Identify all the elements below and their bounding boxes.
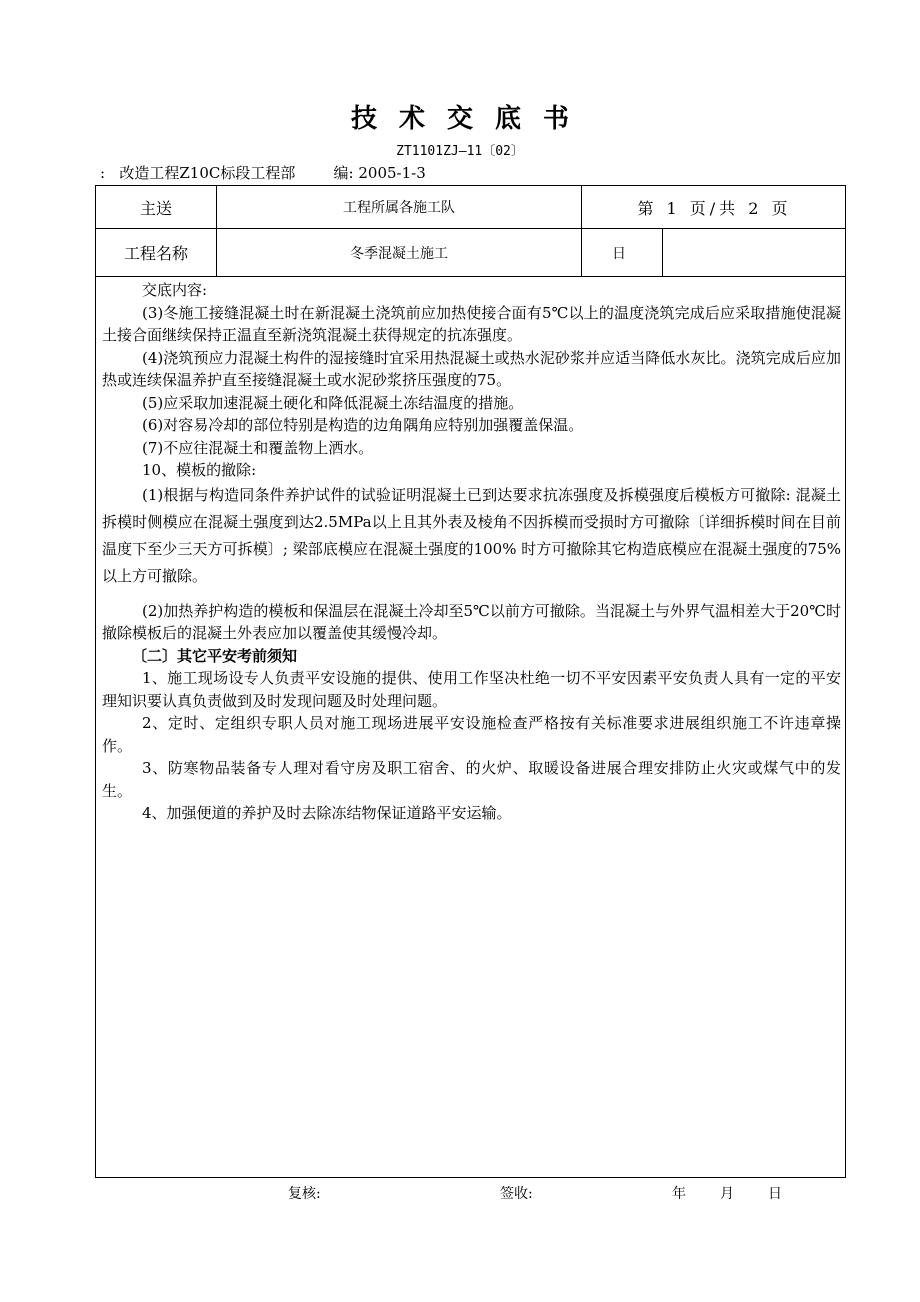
document-meta	[100, 162, 426, 183]
content-paragraph: 2、定时、定组织专职人员对施工现场进展平安设施检查严格按有关标准要求进展组织施工不许违章操作。	[102, 714, 841, 755]
date-label: 日	[582, 229, 663, 276]
table-row-recipient	[96, 186, 845, 229]
briefing-content	[96, 279, 847, 825]
document-code: ZT1101ZJ—11〔02〕	[396, 144, 524, 159]
project-name-value: 冬季混凝土施工	[217, 229, 582, 276]
meta-prefix: :	[100, 164, 106, 182]
content-paragraph: (2)加热养护构造的模板和保温层在混凝土冷却至5℃以前方可撤除。当混凝土与外界气温相差大于20℃时撤除模板后的混凝土外表应加以覆盖使其缓慢冷却。	[102, 601, 841, 642]
date-value	[663, 229, 847, 276]
table-row-project	[96, 229, 845, 277]
content-paragraph: (1)根据与构造同条件养护试件的试验证明混凝土已到达要求抗冻强度及拆模强度后模板方可撤除: 混凝土拆模时侧模应在混凝土强度到达2.5MPa以上且其外表及棱角不因拆模而受损时方可撤除〔详细拆模时间在目前温度下至少三天方可拆模〕; 梁部底模应在混凝土强度的100% 时方可撤除其它构造底模应在混凝土强度的75% 以上方可撤除。	[102, 485, 841, 585]
signature-footer	[0, 1183, 920, 1203]
recipient-value: 工程所属各施工队	[217, 186, 582, 228]
content-paragraph: (7)不应往混凝土和覆盖物上洒水。	[142, 438, 374, 457]
content-paragraph: (4)浇筑预应力混凝土构件的湿接缝时宜采用热混凝土或热水泥砂浆并应适当降低水灰比。浇筑完成后应加热或连续保温养护直至接缝混凝土或水泥砂浆挤压强度的75。	[102, 348, 841, 389]
document-title: 技术交底书	[350, 104, 591, 134]
meta-unit: 改造工程Z10C标段工程部	[119, 164, 296, 182]
month-label: 月	[720, 1186, 734, 1202]
meta-date: 编: 2005-1-3	[333, 164, 426, 182]
content-section-heading: 〔二〕其它平安考前须知	[132, 646, 298, 665]
page-indicator: 第 1 页/共 2 页	[637, 198, 792, 218]
briefing-table	[95, 185, 846, 1178]
sign-label: 签收:	[500, 1186, 533, 1202]
content-paragraph: (5)应采取加速混凝土硬化和降低混凝土冻结温度的措施。	[142, 393, 524, 412]
content-paragraph: (3)冬施工接缝混凝土时在新混凝土浇筑前应加热使接合面有5℃以上的温度浇筑完成后应采取措施使混凝土接合面继续保持正温直至新浇筑混凝土获得规定的抗冻强度。	[102, 303, 841, 344]
content-paragraph: 4、加强便道的养护及时去除冻结物保证道路平安运输。	[142, 804, 512, 822]
recipient-label: 主送	[96, 186, 217, 228]
content-paragraph: 1、施工现场设专人负责平安设施的提供、使用工作坚决杜绝一切不平安因素平安负责人具有一定的平安理知识要认真负责做到及时发现问题及时处理问题。	[102, 669, 841, 710]
project-name-label: 工程名称	[96, 229, 217, 276]
content-paragraph: (6)对容易冷却的部位特别是构造的边角隅角应特别加强覆盖保温。	[142, 416, 584, 434]
content-section-heading: 10、模板的撤除:	[142, 461, 257, 479]
day-label: 日	[768, 1186, 782, 1202]
year-label: 年	[672, 1186, 686, 1202]
content-paragraph: 3、防寒物品装备专人理对看守房及职工宿舍、的火炉、取暖设备进展合理安排防止火灾或煤气中的发生。	[102, 759, 841, 800]
content-heading: 交底内容:	[142, 281, 208, 299]
review-label: 复核:	[288, 1186, 321, 1202]
